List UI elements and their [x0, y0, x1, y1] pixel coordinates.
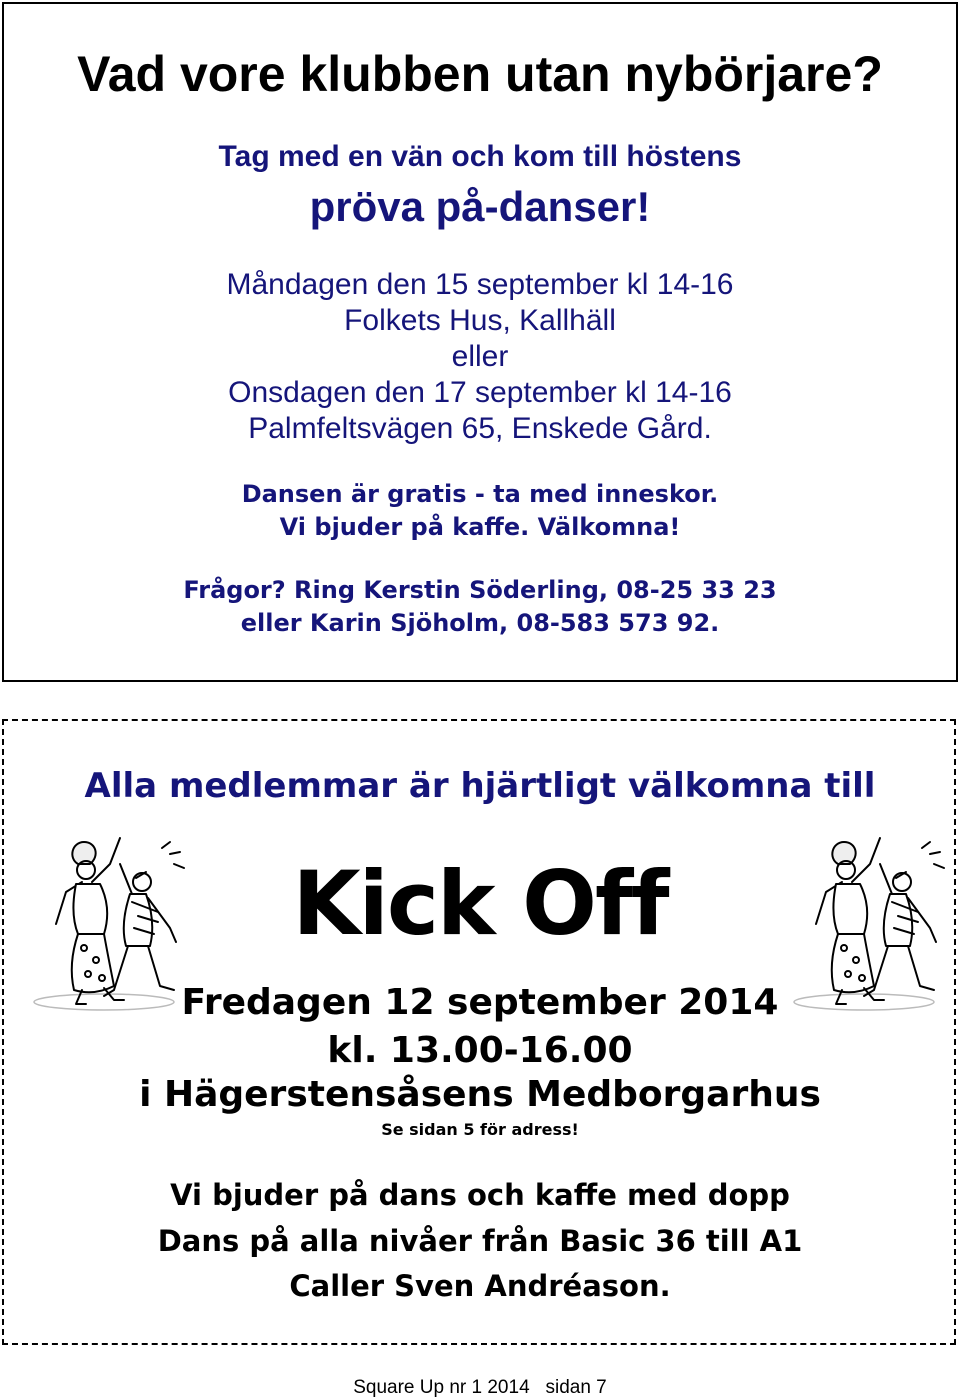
novice-event-name: pröva på-danser!	[309, 183, 651, 230]
kickoff-levels: Dans på alla nivåer från Basic 36 till A1	[157, 1224, 803, 1258]
coffee-note: Vi bjuder på kaffe. Välkomna!	[279, 513, 681, 541]
dancing-couple-left-icon	[22, 828, 202, 1018]
session2-when: Onsdagen den 17 september kl 14-16	[228, 376, 732, 409]
kickoff-address-note: Se sidan 5 för adress!	[381, 1120, 579, 1139]
kickoff-intro: Alla medlemmar är hjärtligt välkomna till	[84, 766, 876, 806]
novice-subheadline: Tag med en vän och kom till höstens	[218, 140, 742, 173]
page-footer: Square Up nr 1 2014 sidan 7	[353, 1377, 607, 1398]
session1-where: Folkets Hus, Kallhäll	[344, 304, 616, 337]
or-word: eller	[451, 340, 509, 373]
kickoff-title: Kick Off	[292, 852, 668, 955]
dancing-couple-right-icon	[782, 828, 960, 1018]
kickoff-date: Fredagen 12 september 2014	[181, 982, 779, 1023]
free-note: Dansen är gratis - ta med inneskor.	[241, 480, 719, 508]
kickoff-venue: i Hägerstensåsens Medborgarhus	[139, 1074, 821, 1115]
session1-when: Måndagen den 15 september kl 14-16	[226, 268, 734, 301]
contact-line-1: Frågor? Ring Kerstin Söderling, 08-25 33 23	[183, 576, 777, 604]
kickoff-caller: Caller Sven Andréason.	[289, 1269, 671, 1303]
novice-headline: Vad vore klubben utan nybörjare?	[77, 46, 883, 102]
session2-where: Palmfeltsvägen 65, Enskede Gård.	[248, 412, 712, 445]
contact-line-2: eller Karin Sjöholm, 08-583 573 92.	[240, 609, 720, 637]
kickoff-time: kl. 13.00-16.00	[327, 1030, 633, 1071]
kickoff-offer: Vi bjuder på dans och kaffe med dopp	[170, 1178, 790, 1212]
